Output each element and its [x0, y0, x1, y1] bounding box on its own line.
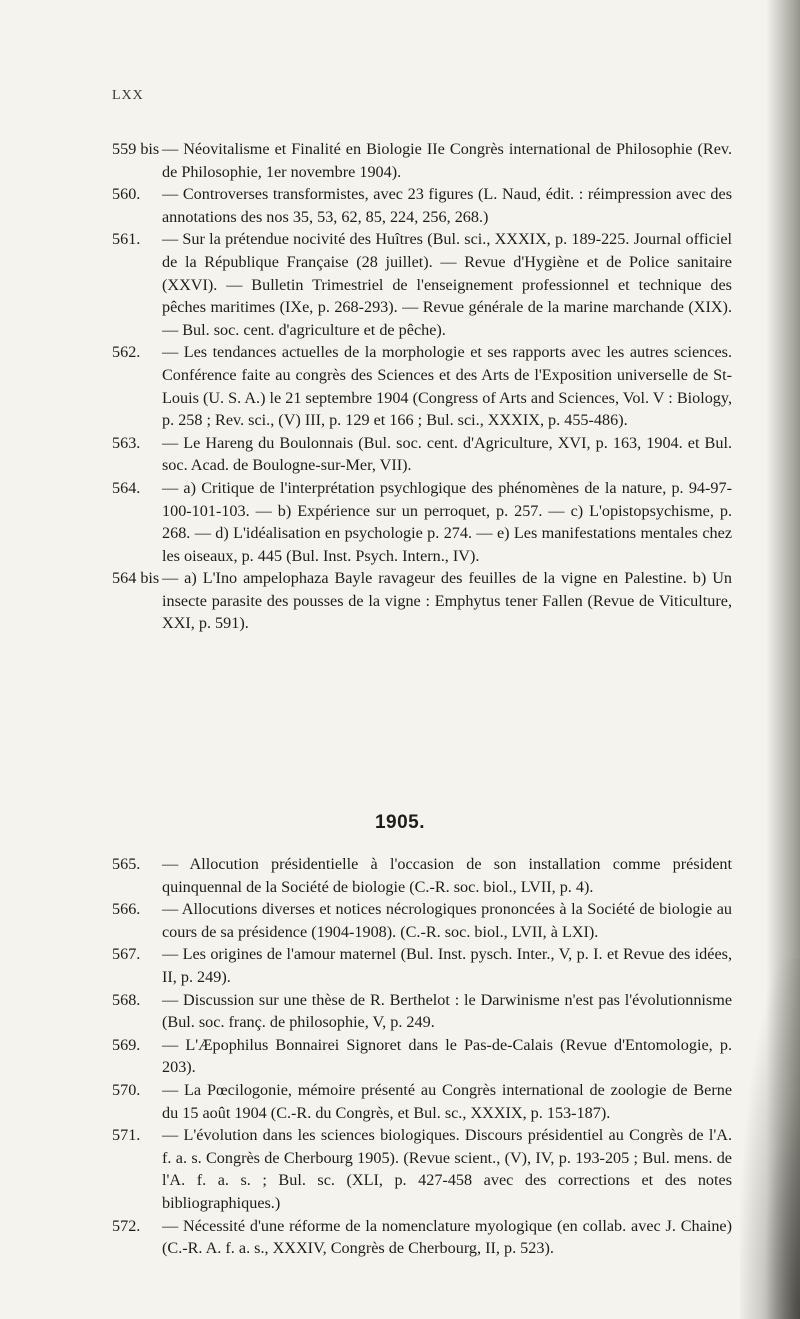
entry-number: 568. — [112, 990, 141, 1009]
entry-number: 560. — [112, 185, 141, 204]
entry-number: 569. — [112, 1035, 141, 1054]
entry-number: 561. — [112, 230, 141, 249]
entry-text: — Néovitalisme et Finalité en Biologie IIe Congrès international de Philosophie (Rev. de Philosophie, 1er novembre 1904). — [162, 140, 732, 181]
entry-text: — a) L'Ino ampelophaza Bayle ravageur des feuilles de la vigne en Palestine. b) Un insecte parasite des pousses de la vigne : Emphytus tener Fallen (Revue de Viticulture, XXI, p. 591). — [162, 569, 732, 633]
entry-text: — L'Æpophilus Bonnairei Signoret dans le Pas-de-Calais (Revue d'Entomologie, p. 203). — [162, 1035, 732, 1077]
entry-text: — Les tendances actuelles de la morphologie et ses rapports avec les autres sciences. Conférence faite au congrès des Sciences et des Arts de l'Exposition universelle de St-Louis (U. S. A.) le 21 septembre 1904 (Congress of Arts and Sciences, Vol. V : Biology, p. 258 ; Rev. sci., (V) III, p. 129 et 166 ; Bul. sci., XXXIX, p. 455-486). — [162, 343, 732, 430]
entry-number: 564 bis — [112, 569, 160, 588]
entry-571 — [112, 1124, 732, 1214]
entry-572 — [112, 1215, 732, 1260]
entry-559-bis — [112, 138, 732, 183]
entry-text: — L'évolution dans les sciences biologiques. Discours présidentiel au Congrès de l'A. f. a. s. Congrès de Cherbourg 1905). (Revue scient., (V), IV, p. 193-205 ; Bul. mens. de l'A. f. a. s. ; Bul. sc. (XLI, p. 427-458 avec des corrections et des notes bibliographiques.) — [162, 1126, 732, 1212]
entries-1904 — [112, 138, 732, 635]
entry-text: — Nécessité d'une réforme de la nomenclature myologique (en collab. avec J. Chaine) (C.-R. A. f. a. s., XXXIV, Congrès de Cherbourg, II, p. 523). — [162, 1216, 732, 1258]
entry-text: — Allocutions diverses et notices nécrologiques prononcées à la Société de biologie au cours de sa présidence (1904-1908). (C.-R. soc. biol., LVII, à LXI). — [162, 900, 732, 941]
page-corner-shadow — [740, 959, 800, 1319]
entry-number: 570. — [112, 1080, 141, 1099]
entry-text: — La Pœcilogonie, mémoire présenté au Congrès international de zoologie de Berne du 15 août 1904 (C.-R. du Congrès, et Bul. sc., XXXIX, p. 153-187). — [162, 1080, 732, 1122]
entry-number: 562. — [112, 343, 141, 362]
entry-number: 572. — [112, 1216, 141, 1235]
page-number: LXX — [112, 88, 144, 103]
entry-number: 565. — [112, 855, 141, 873]
entry-number: 566. — [112, 900, 141, 919]
entry-568 — [112, 989, 732, 1034]
entry-text: — Le Hareng du Boulonnais (Bul. soc. cent. d'Agriculture, XVI, p. 163, 1904. et Bul. soc. Acad. de Boulogne-sur-Mer, VII). — [162, 433, 732, 475]
entry-text: — Sur la prétendue nocivité des Huîtres (Bul. sci., XXXIX, p. 189-225. Journal officiel de la République Française (28 juillet). — Revue d'Hygiène et de Police sanitaire (XXVI). — Bulletin Trimestriel de l'enseignement professionnel et technique des pêches maritimes (IXe, p. 268-293). — Revue générale de la marine marchande (XIX). — Bul. soc. cent. d'agriculture et de pêche). — [162, 230, 732, 339]
entry-565 — [112, 853, 732, 898]
entry-number: 571. — [112, 1126, 141, 1145]
entry-563 — [112, 432, 732, 477]
entry-560 — [112, 183, 732, 228]
entry-566 — [112, 898, 732, 943]
entry-570 — [112, 1079, 732, 1124]
entry-text: — Les origines de l'amour maternel (Bul. Inst. pysch. Inter., V, p. I. et Revue des idées, II, p. 249). — [162, 945, 732, 986]
entry-number: 564. — [112, 478, 141, 497]
entry-number: 563. — [112, 433, 141, 452]
entry-number: 559 bis — [112, 140, 160, 158]
entry-561 — [112, 228, 732, 341]
year-heading: 1905. — [374, 812, 426, 833]
entry-564 — [112, 477, 732, 567]
entry-number: 567. — [112, 945, 141, 964]
entry-text: — a) Critique de l'interprétation psychlogique des phénomènes de la nature, p. 94-97-100-101-103. — b) Expérience sur un perroquet, p. 257. — c) L'opistopsychisme, p. 268. — d) L'idéalisation en psychologie p. 274. — e) Les manifestations mentales chez les oiseaux, p. 445 (Bul. Inst. Psych. Intern., IV). — [162, 478, 732, 565]
entry-text: — Controverses transformistes, avec 23 figures (L. Naud, édit. : réimpression avec des annotations des nos 35, 53, 62, 85, 224, 256, 268.) — [162, 185, 732, 226]
entry-text: — Allocution présidentielle à l'occasion de son installation comme président quinquennal de la Société de biologie (C.-R. soc. biol., LVII, p. 4). — [162, 855, 732, 896]
entries-1905 — [112, 853, 732, 1260]
entry-564-bis — [112, 567, 732, 635]
entry-562 — [112, 341, 732, 431]
entry-567 — [112, 943, 732, 988]
entry-569 — [112, 1034, 732, 1079]
entry-text: — Discussion sur une thèse de R. Berthelot : le Darwinisme n'est pas l'évolutionnisme (Bul. soc. franç. de philosophie, V, p. 249. — [162, 990, 732, 1032]
